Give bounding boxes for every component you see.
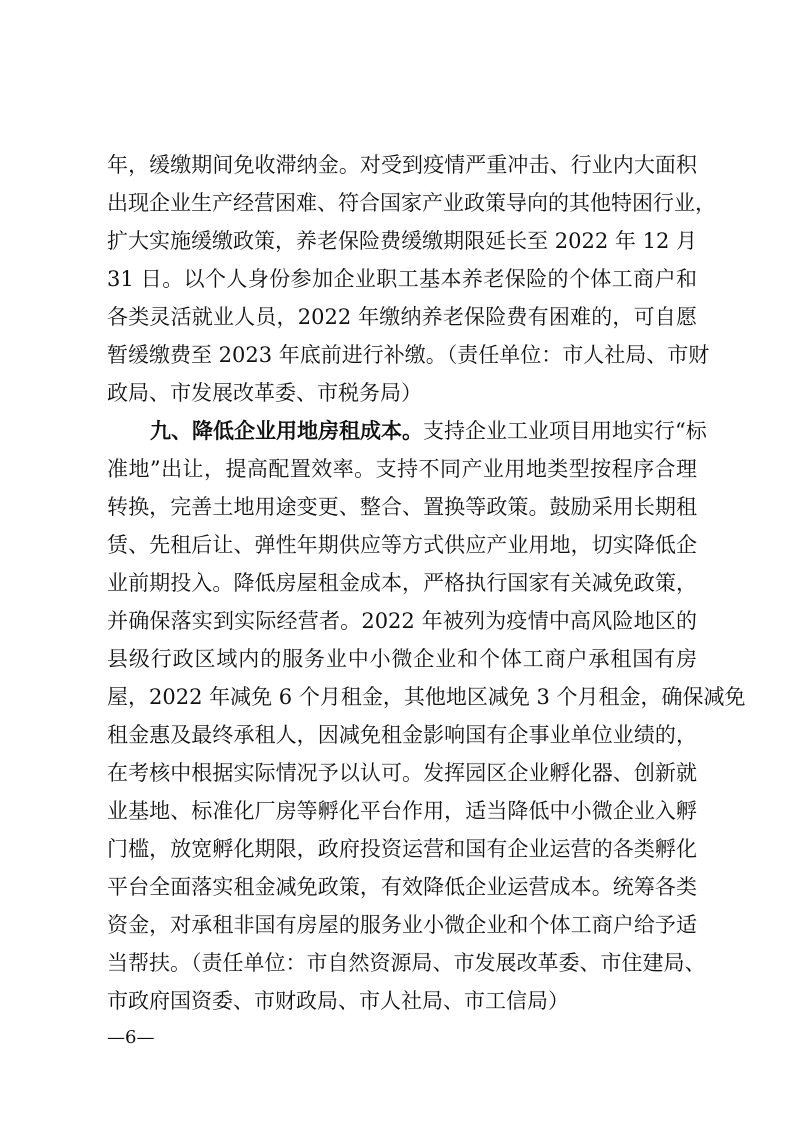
paragraph-line: 平台全面落实租金减免政策，有效降低企业运营成本。统筹各类	[107, 875, 697, 899]
paragraph-line: 扩大实施缓缴政策，养老保险费缓缴期限延长至 2022 年 12 月	[107, 229, 697, 253]
paragraph-line: 赁、先租后让、弹性年期供应等方式供应产业用地，切实降低企	[107, 533, 697, 557]
paragraph-line: 暂缓缴费至 2023 年底前进行补缴。（责任单位：市人社局、市财	[107, 343, 710, 367]
page-number: —6—	[107, 1027, 155, 1048]
section-heading: 九、降低企业用地房租成本。	[150, 419, 423, 443]
paragraph-line: 屋，2022 年减免 6 个月租金，其他地区减免 3 个月租金，确保减免	[107, 685, 746, 709]
paragraph-line: 资金，对承租非国有房屋的服务业小微企业和个体工商户给予适	[107, 913, 697, 937]
paragraph-line: 门槛，放宽孵化期限，政府投资运营和国有企业运营的各类孵化	[107, 837, 697, 861]
paragraph-line: 市政府国资委、市财政局、市人社局、市工信局）	[107, 989, 569, 1013]
paragraph-line: 当帮扶。（责任单位：市自然资源局、市发展改革委、市住建局、	[107, 951, 706, 975]
paragraph-line: 业前期投入。降低房屋租金成本，严格执行国家有关减免政策，	[107, 571, 697, 595]
paragraph-line: 各类灵活就业人员，2022 年缴纳养老保险费有困难的，可自愿	[107, 305, 697, 329]
paragraph-line: 并确保落实到实际经营者。2022 年被列为疫情中高风险地区的	[107, 609, 697, 633]
paragraph-line: 县级行政区域内的服务业中小微企业和个体工商户承租国有房	[107, 647, 697, 671]
paragraph-line: 出现企业生产经营困难、符合国家产业政策导向的其他特困行业，	[107, 191, 716, 215]
paragraph-line: 租金惠及最终承租人，因减免租金影响国有企事业单位业绩的，	[107, 723, 697, 747]
paragraph-line: 在考核中根据实际情况予以认可。发挥园区企业孵化器、创新就	[107, 761, 697, 785]
paragraph-line: 31 日。以个人身份参加企业职工基本养老保险的个体工商户和	[107, 267, 697, 291]
paragraph-line: 政局、市发展改革委、市税务局）	[107, 381, 422, 405]
paragraph-line: 年，缓缴期间免收滞纳金。对受到疫情严重冲击、行业内大面积	[107, 153, 697, 177]
paragraph-line: 转换，完善土地用途变更、整合、置换等政策。鼓励采用长期租	[107, 495, 697, 519]
section-text: 支持企业工业项目用地实行“标	[423, 419, 707, 443]
section-heading-line	[150, 417, 707, 445]
paragraph-line: 业基地、标准化厂房等孵化平台作用，适当降低中小微企业入孵	[107, 799, 697, 823]
paragraph-line: 准地”出让，提高配置效率。支持不同产业用地类型按程序合理	[107, 457, 697, 481]
